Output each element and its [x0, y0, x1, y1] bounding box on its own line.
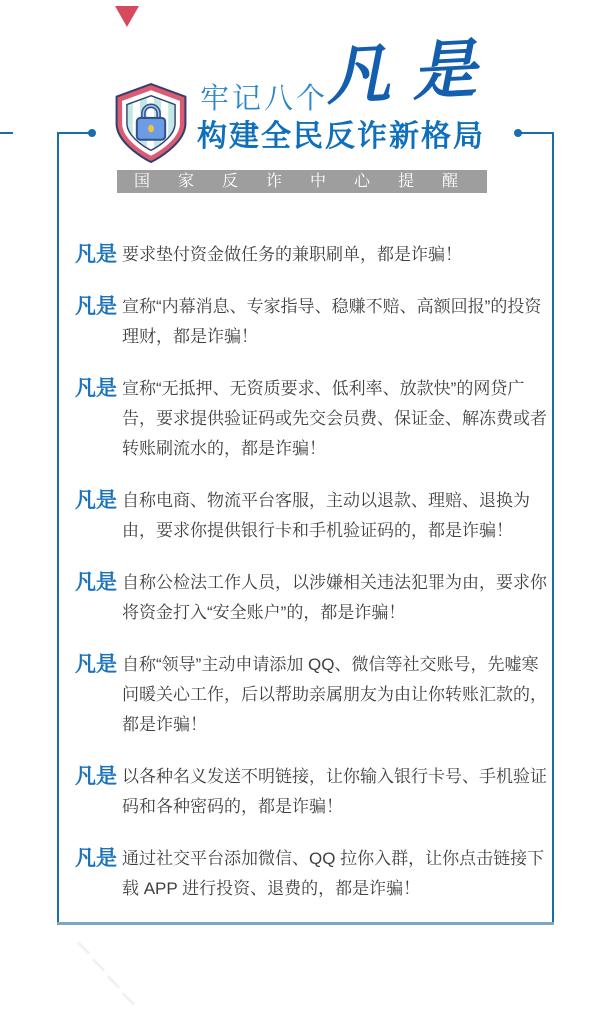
item-label: 凡是: [75, 847, 117, 870]
header-title-prefix: 牢记八个: [200, 83, 329, 115]
fraud-warning-item: [75, 292, 547, 352]
red-corner-triangle-icon: [115, 6, 139, 27]
header-title-script: 凡是: [324, 30, 500, 115]
left-connector-line: [57, 132, 90, 134]
watermark-dash: [92, 958, 105, 971]
item-label: 凡是: [75, 489, 117, 512]
item-label: 凡是: [75, 571, 117, 594]
item-text: 宣称“内幕消息、专家指导、稳赚不赔、高额回报”的投资理财，都是诈骗！: [122, 297, 542, 346]
left-connector-dot: [88, 129, 96, 137]
item-label: 凡是: [75, 377, 117, 400]
warning-list: [75, 240, 547, 926]
header-subtitle: 构建全民反诈新格局: [197, 120, 485, 153]
notice-banner: 国家反诈中心提醒: [117, 170, 487, 193]
fraud-warning-item: [75, 374, 547, 464]
item-text: 宣称“无抵押、无资质要求、低利率、放款快”的网贷广告，要求提供验证码或先交会员费、保证金、解冻费或者转账刷流水的，都是诈骗！: [122, 379, 547, 458]
item-label: 凡是: [75, 295, 117, 318]
item-label: 凡是: [75, 653, 117, 676]
watermark-dash: [122, 992, 135, 1005]
fraud-warning-item: [75, 762, 547, 822]
item-label: 凡是: [75, 243, 117, 266]
fraud-warning-item: [75, 844, 547, 904]
frame-right-line: [552, 132, 554, 924]
fraud-warning-item: [75, 486, 547, 546]
item-text: 自称公检法工作人员，以涉嫌相关违法犯罪为由，要求你将资金打入“安全账户”的，都是诈骗！: [122, 573, 547, 622]
frame-left-line: [57, 132, 59, 924]
fraud-warning-item: [75, 568, 547, 628]
fraud-warning-item: [75, 240, 547, 270]
item-text: 自称电商、物流平台客服，主动以退款、理赔、退换为由，要求你提供银行卡和手机验证码的，都是诈骗！: [122, 491, 530, 540]
right-connector-line: [521, 132, 554, 134]
shield-lock-icon: [111, 82, 191, 169]
item-label: 凡是: [75, 765, 117, 788]
item-text: 自称“领导”主动申请添加 QQ、微信等社交账号，先嘘寒问暖关心工作，后以帮助亲属朋友为由让你转账汇款的，都是诈骗！: [122, 655, 547, 734]
watermark-dash: [107, 975, 120, 988]
item-text: 要求垫付资金做任务的兼职刷单，都是诈骗！: [122, 245, 462, 264]
item-text: 通过社交平台添加微信、QQ 拉你入群，让你点击链接下载 APP 进行投资、退费的，都是诈骗！: [122, 849, 545, 898]
watermark-dash: [77, 941, 90, 954]
left-edge-stub-line: [0, 132, 13, 134]
item-text: 以各种名义发送不明链接，让你输入银行卡号、手机验证码和各种密码的，都是诈骗！: [122, 767, 547, 816]
right-connector-dot: [514, 129, 522, 137]
fraud-warning-item: [75, 650, 547, 740]
